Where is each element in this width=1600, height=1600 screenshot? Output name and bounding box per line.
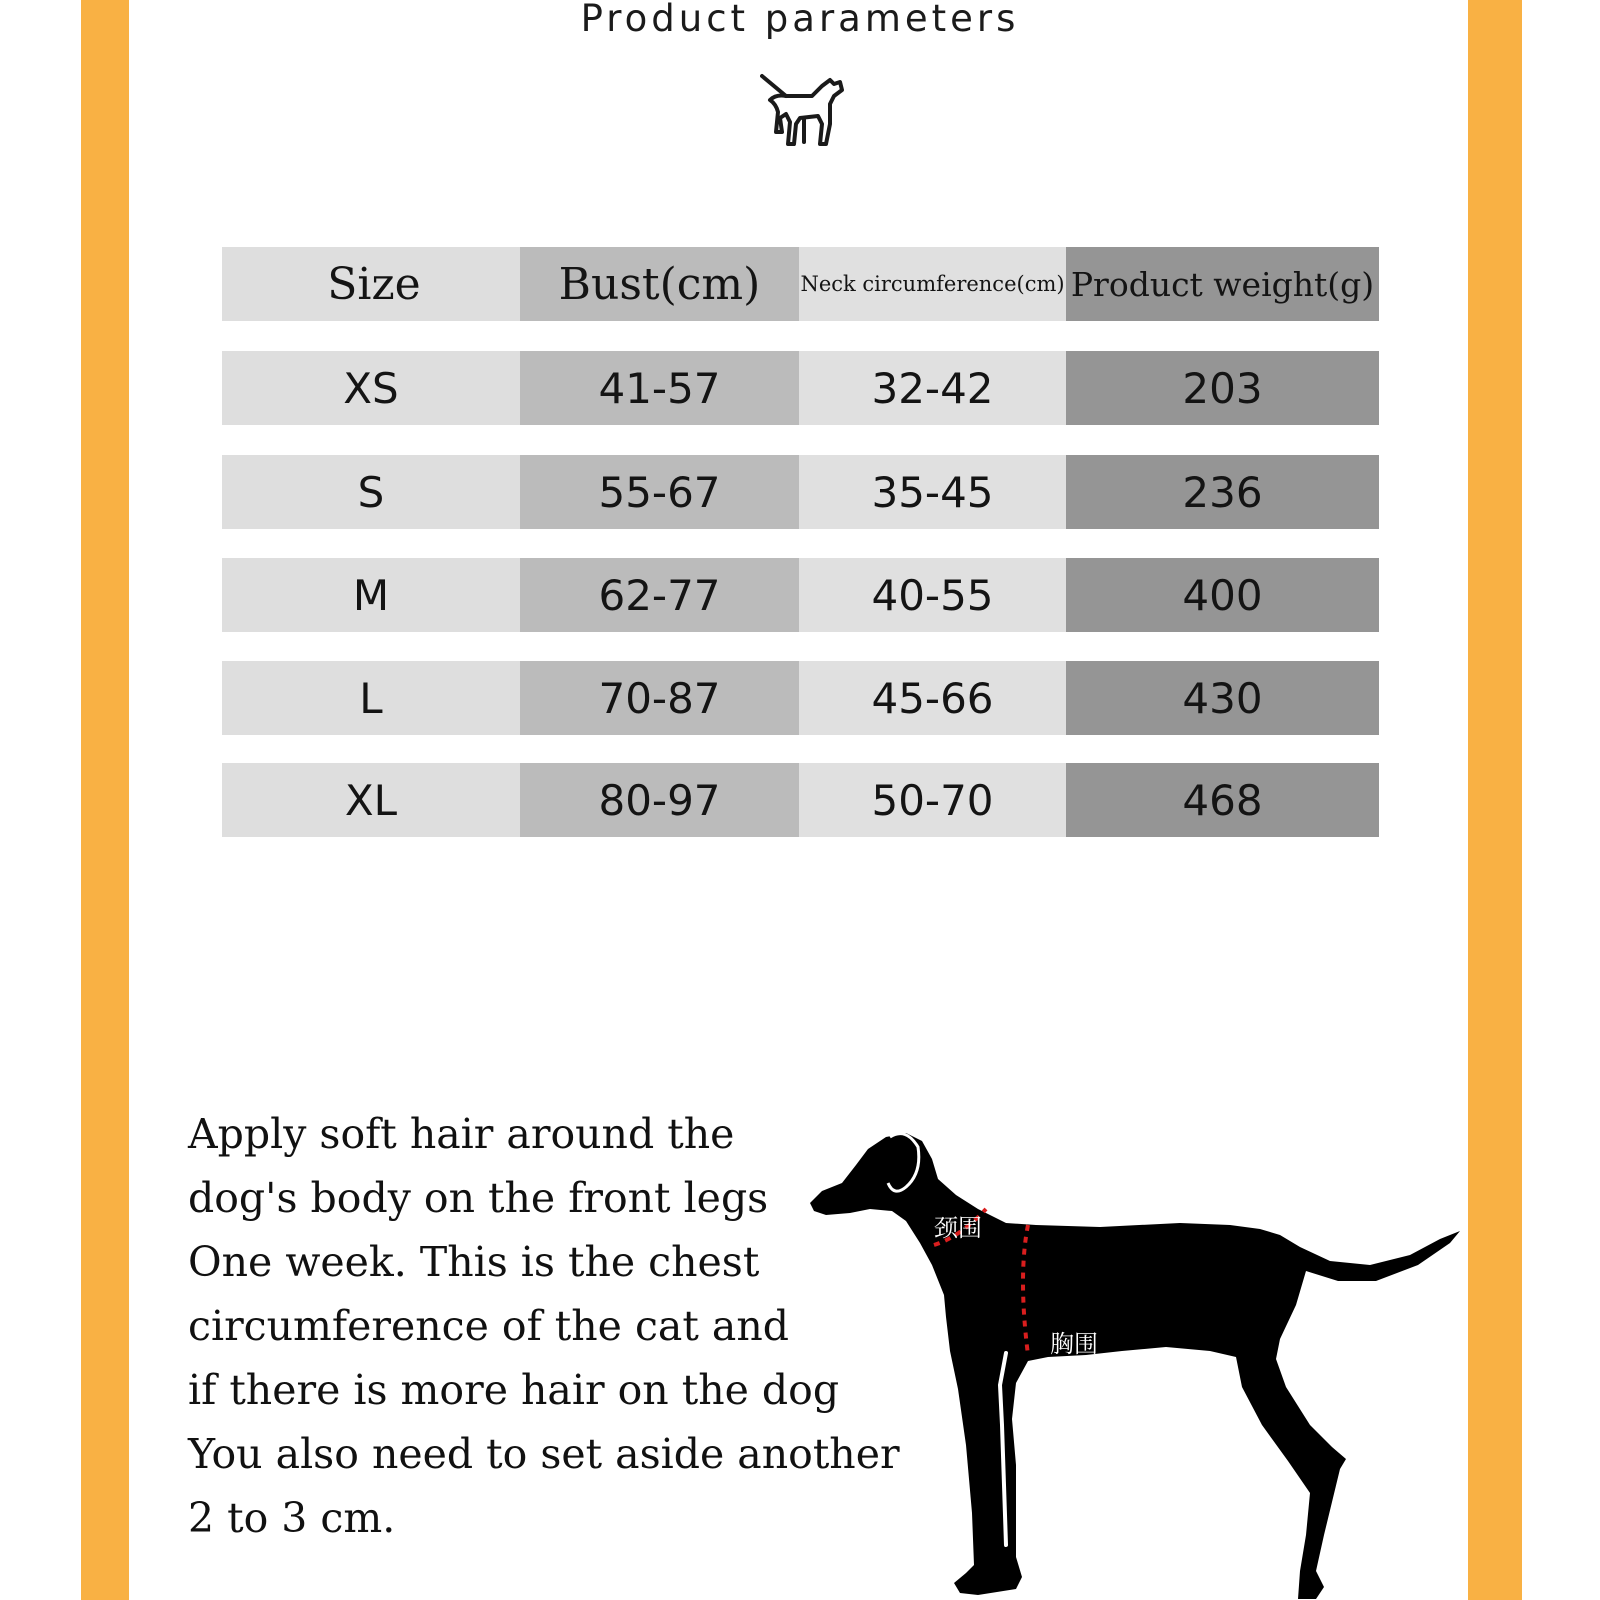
note-line: You also need to set aside another: [188, 1430, 900, 1478]
table-header-row: [222, 247, 1379, 321]
header-weight: Product weight(g): [1066, 247, 1379, 321]
neck-measure-label: 颈围: [934, 1214, 982, 1242]
table-row: [222, 558, 1379, 632]
bust-cell: 62-77: [520, 558, 799, 632]
bust-cell: 41-57: [520, 351, 799, 425]
right-accent-bar: [1468, 0, 1522, 1600]
header-size: Size: [222, 247, 520, 321]
weight-cell: 430: [1066, 661, 1379, 735]
neck-cell: 50-70: [799, 763, 1066, 837]
header-neck: Neck circumference(cm): [799, 247, 1066, 321]
dog-measurement-diagram: [810, 1125, 1470, 1600]
size-cell: M: [222, 558, 520, 632]
weight-cell: 203: [1066, 351, 1379, 425]
note-line: One week. This is the chest: [188, 1238, 760, 1286]
note-line: Apply soft hair around the: [188, 1110, 735, 1158]
bust-cell: 70-87: [520, 661, 799, 735]
neck-cell: 35-45: [799, 455, 1066, 529]
size-cell: S: [222, 455, 520, 529]
dog-on-leash-icon: [760, 72, 846, 148]
page-title: Product parameters: [580, 0, 1020, 40]
table-row: [222, 661, 1379, 735]
neck-cell: 32-42: [799, 351, 1066, 425]
bust-cell: 55-67: [520, 455, 799, 529]
weight-cell: 236: [1066, 455, 1379, 529]
note-line: dog's body on the front legs: [188, 1174, 769, 1222]
neck-cell: 40-55: [799, 558, 1066, 632]
header-bust: Bust(cm): [520, 247, 799, 321]
left-accent-bar: [81, 0, 129, 1600]
weight-cell: 400: [1066, 558, 1379, 632]
note-line: if there is more hair on the dog: [188, 1366, 840, 1414]
size-cell: L: [222, 661, 520, 735]
note-line: circumference of the cat and: [188, 1302, 789, 1350]
bust-cell: 80-97: [520, 763, 799, 837]
dog-eye: [854, 1151, 862, 1159]
table-row: [222, 351, 1379, 425]
weight-cell: 468: [1066, 763, 1379, 837]
note-line: 2 to 3 cm.: [188, 1494, 396, 1542]
dog-silhouette: [810, 1133, 1460, 1599]
table-row: [222, 763, 1379, 837]
chest-measure-label: 胸围: [1050, 1330, 1098, 1358]
neck-cell: 45-66: [799, 661, 1066, 735]
size-cell: XS: [222, 351, 520, 425]
table-row: [222, 455, 1379, 529]
size-cell: XL: [222, 763, 520, 837]
